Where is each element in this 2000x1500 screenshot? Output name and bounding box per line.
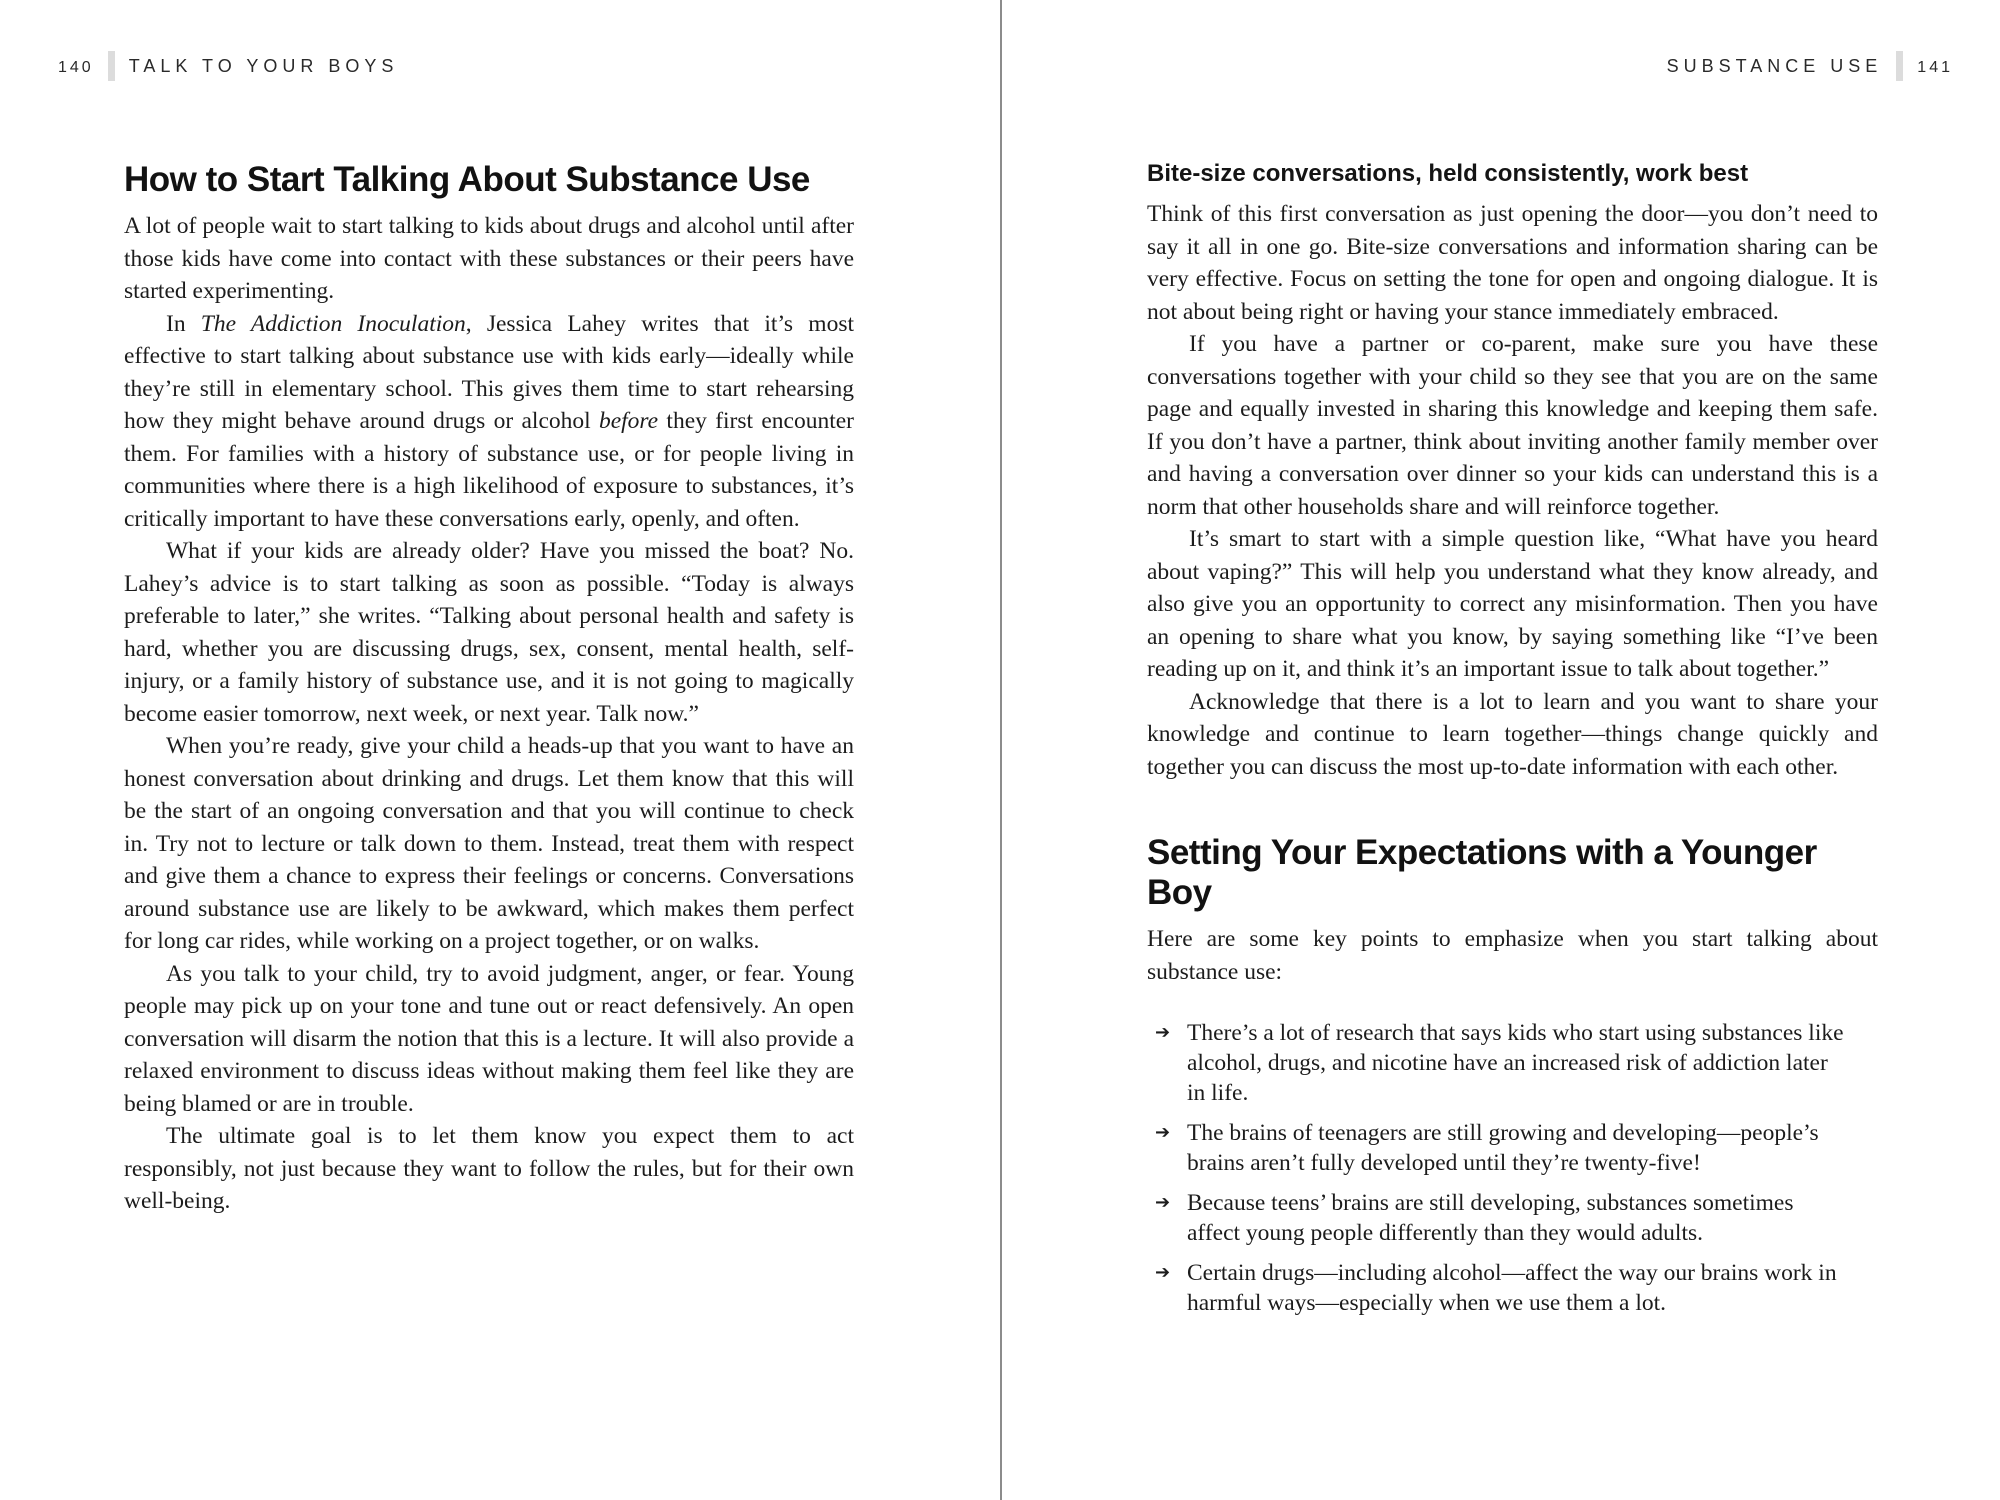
body-paragraph: It’s smart to start with a simple question like, “What have you heard about vaping?” This will help you understand what they know already, and also give you an opportunity to correct any misinformation. Then you have an opening to share what you know, by saying something like “I’ve been reading up on it, and think it’s an important issue to talk about together.” [1147, 526, 1878, 682]
running-head-divider [108, 51, 115, 81]
list-item-text: Certain drugs—including alcohol—affect the way our brains work in harmful ways—especially when we use them a lot. [1187, 1260, 1837, 1316]
arrow-right-icon: ➔ [1155, 1122, 1171, 1143]
right-page-body [1147, 160, 1878, 1328]
list-item-text: The brains of teenagers are still growing and developing—people’s brains aren’t fully developed until they’re twenty-five! [1187, 1120, 1819, 1176]
body-paragraph: Acknowledge that there is a lot to learn and you want to share your knowledge and continue to learn together—things change quickly and together you can discuss the most up-to-date information with each other. [1147, 688, 1878, 780]
right-running-head-title: SUBSTANCE USE [1666, 55, 1883, 76]
list-item-text: There’s a lot of research that says kids who start using substances like alcohol, drugs, and nicotine have an increased risk of addiction later in life. [1187, 1020, 1844, 1106]
arrow-right-icon: ➔ [1155, 1192, 1171, 1213]
key-points-list [1147, 1018, 1878, 1318]
body-paragraph: As you talk to your child, try to avoid judgment, anger, or fear. Young people may pick up on your tone and tune out or react defensively. An open conversation will disarm the notion that this is a lecture. It will also provide a relaxed environment to discuss ideas without making them feel like they are being blamed or are in trouble. [124, 960, 854, 1117]
running-head-divider [1896, 51, 1903, 81]
body-paragraph: Think of this first conversation as just opening the door—you don’t need to say it all in one go. Bite-size conversations and information sharing can be very effective. Focus on setting the tone for open and ongoing dialogue. It is not about being right or having your stance immediately embraced. [1147, 201, 1878, 325]
body-paragraph: If you have a partner or co-parent, make sure you have these conversations together with your child so they see that you are on the same page and equally invested in sharing this knowledge and keeping them safe. If you don’t have a partner, think about inviting another family member over and having a conversation over dinner so your kids can understand this is a norm that other households share and will reinforce together. [1147, 331, 1878, 520]
list-item [1147, 1258, 1847, 1318]
body-paragraph: A lot of people wait to start talking to kids about drugs and alcohol until after those kids have come into contact with these substances or their peers have started experimenting. [124, 213, 854, 304]
text-run: they first encounter them. For families with a history of substance use, or for people living in communities where there is a high likelihood of exposure to substances, it’s critically important to have these conversations early, openly, and often. [124, 408, 854, 532]
list-item [1147, 1018, 1847, 1108]
list-item [1147, 1118, 1847, 1178]
right-page [1001, 0, 2000, 1500]
text-run: In [166, 310, 201, 337]
intro-paragraph: Here are some key points to emphasize when you start talking about substance use: [1147, 926, 1878, 985]
section-heading: Setting Your Expectations with a Younger Boy [1147, 833, 1817, 912]
body-paragraph: When you’re ready, give your child a heads-up that you want to have an honest conversation about drinking and drugs. Let them know that this will be the start of an ongoing conversation and that you will continue to check in. Try not to lecture or talk down to them. Instead, treat them with respect and give them a chance to express their feelings or concerns. Conversations around substance use are likely to be awkward, which makes them perfect for long car rides, while working on a project together, or on walks. [124, 733, 854, 954]
left-page-number: 140 [58, 58, 94, 76]
book-title: The Addiction Inoculation [200, 310, 466, 337]
arrow-right-icon: ➔ [1155, 1022, 1171, 1043]
list-item [1147, 1188, 1847, 1248]
body-paragraph [124, 308, 854, 536]
left-running-head [58, 52, 398, 82]
arrow-right-icon: ➔ [1155, 1262, 1171, 1283]
right-running-head [1667, 52, 1953, 82]
left-page-body [124, 160, 854, 1218]
body-paragraph: The ultimate goal is to let them know you expect them to act responsibly, not just because they want to follow the rules, but for their own well-being. [124, 1123, 854, 1214]
right-page-number: 141 [1917, 58, 1953, 76]
subsection-heading: Bite-size conversations, held consistently, work best [1147, 160, 1749, 187]
emphasis: before [598, 408, 659, 434]
list-item-text: Because teens’ brains are still developing, substances sometimes affect young people differently than they would adults. [1187, 1190, 1794, 1246]
left-running-head-title: TALK TO YOUR BOYS [128, 55, 399, 76]
text-run: , Jessica Lahey writes that it’s most effective to start talking about substance use with kids early—ideally while they’re still in elementary school. This gives them time to start rehearsing how they might behave around drugs or alcohol [124, 310, 854, 434]
section-heading: How to Start Talking About Substance Use [124, 160, 810, 199]
body-paragraph: What if your kids are already older? Have you missed the boat? No. Lahey’s advice is to start talking as soon as possible. “Today is always preferable to later,” she writes. “Talking about personal health and safety is hard, whether you are discussing drugs, sex, consent, mental health, self-injury, or a family history of substance use, and it is not going to magically become easier tomorrow, next week, or next year. Talk now.” [124, 538, 854, 727]
